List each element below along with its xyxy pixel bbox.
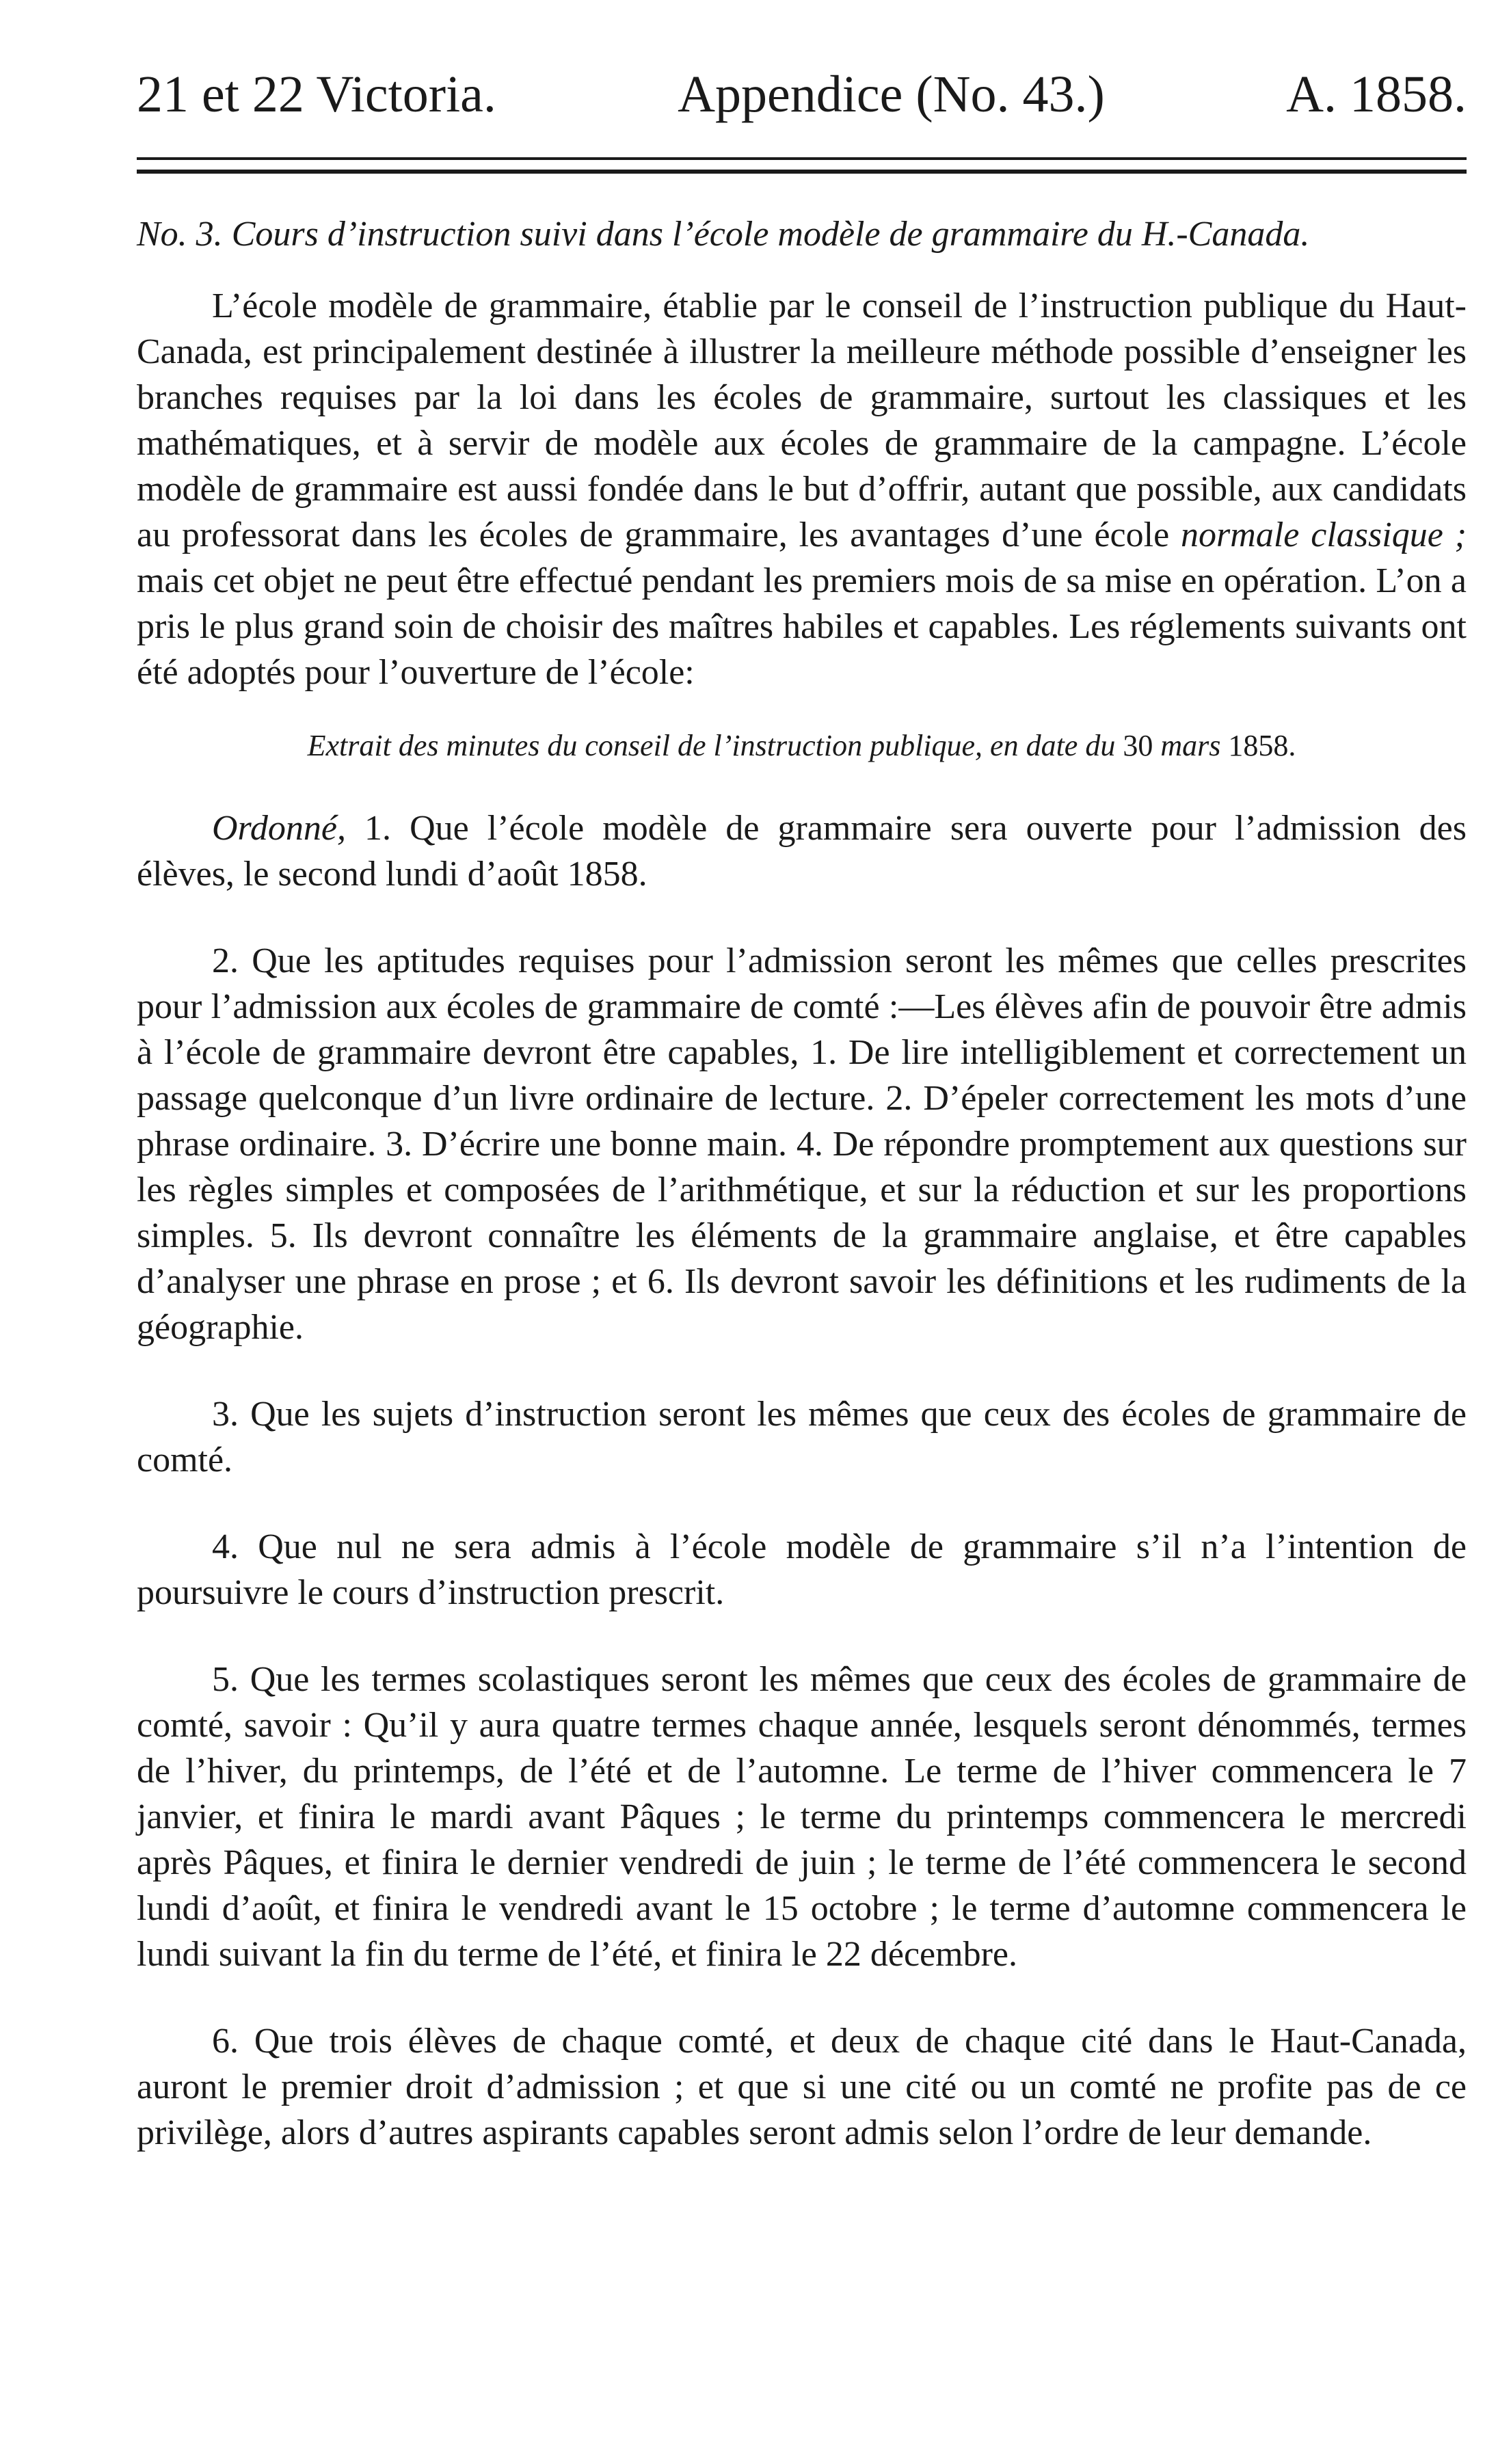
header-double-rule: [137, 157, 1467, 185]
intro-text-part1: L’école modèle de grammaire, établie par le conseil de l’instruction publique du Haut-Canada, est principalement destinée à illustrer la meilleure méthode possible d’enseigner les branches requises par la loi dans les écoles de grammaire, surtout les classiques et les mathématiques, et à servir de modèle aux écoles de grammaire de la campagne. L’école modèle de grammaire est aussi fondée dans le but d’offrir, autant que possible, aux candidats au professorat dans les écoles de grammaire, les avantages d’une école: [137, 286, 1467, 555]
header-year: A. 1858.: [1286, 66, 1467, 123]
rule-paragraph-5: 5. Que les termes scolastiques seront les mêmes que ceux des écoles de grammaire de comté, savoir : Qu’il y aura quatre termes chaque année, lesquels seront dénommés, termes de l’hiver, du printemps, de l’été et de l’automne. Le terme de l’hiver commencera le 7 janvier, et finira le mardi avant Pâques ; le terme du printemps commencera le mercredi après Pâques, et finira le dernier vendredi de juin ; le terme de l’été commencera le second lundi d’août, et finira le vendredi avant le 15 octobre ; le terme d’automne commencera le lundi suivant la fin du terme de l’été, et finira le 22 décembre.: [137, 1660, 1467, 1974]
intro-italic-phrase: normale classique ;: [1181, 515, 1467, 555]
rule-paragraph-3: 3. Que les sujets d’instruction seront les mêmes que ceux des écoles de grammaire de comté.: [137, 1395, 1467, 1480]
extract-heading: [137, 728, 1467, 764]
extract-italic: Extrait des minutes du conseil de l’instruction publique, en date du: [307, 729, 1116, 763]
rule-paragraph-4: 4. Que nul ne sera admis à l’école modèle de grammaire s’il n’a l’intention de poursuivre le cours d’instruction prescrit.: [137, 1527, 1467, 1613]
header-session: 21 et 22 Victoria.: [137, 66, 496, 123]
extract-day: 30: [1115, 729, 1161, 763]
header-rule-thin: [137, 157, 1467, 160]
extract-month: mars: [1160, 729, 1221, 763]
rule-paragraph-1: [137, 805, 1467, 897]
section-number: No. 3.: [137, 215, 223, 254]
rule-1-text: 1. Que l’école modèle de grammaire sera ouverte pour l’admission des élèves, le second lundi d’août 1858.: [137, 809, 1467, 894]
section-title: [137, 213, 1467, 256]
rule-paragraph-2: 2. Que les aptitudes requises pour l’admission seront les mêmes que celles prescrites pour l’admission aux écoles de grammaire de comté :—Les élèves afin de pouvoir être admis à l’école de grammaire devront être capables, 1. De lire intelligiblement et correctement un passage quelconque d’un livre ordinaire de lecture. 2. D’épeler correctement les mots d’une phrase ordinaire. 3. D’écrire une bonne main. 4. De répondre promptement aux questions sur les règles simples et composées de l’arithmétique, et sur la réduction et sur les proportions simples. 5. Ils devront connaître les éléments de la grammaire anglaise, et être capables d’analyser une phrase en prose ; et 6. Ils devront savoir les définitions et les rudiments de la géographie.: [137, 941, 1467, 1348]
page-header: [137, 68, 1467, 137]
extract-year: 1858.: [1220, 729, 1296, 763]
header-appendix: Appendice (No. 43.): [678, 66, 1105, 123]
intro-text-part2: mais cet objet ne peut être effectué pendant les premiers mois de sa mise en opération. L’on a pris le plus grand soin de choisir des maîtres habiles et capables. Les réglements suivants ont été adoptés pour l’ouverture de l’école:: [137, 561, 1467, 693]
header-rule-thick: [137, 170, 1467, 174]
ordonne-label: Ordonné,: [212, 809, 346, 848]
intro-paragraph: [137, 283, 1467, 695]
rule-paragraph-6: 6. Que trois élèves de chaque comté, et deux de chaque cité dans le Haut-Canada, auront le premier droit d’admission ; et que si une cité ou un comté ne profite pas de ce privilège, alors d’autres aspirants capables seront admis selon l’ordre de leur demande.: [137, 2022, 1467, 2153]
document-page: [137, 68, 1467, 2156]
section-title-text: Cours d’instruction suivi dans l’école modèle de grammaire du H.-Canada.: [231, 215, 1310, 254]
